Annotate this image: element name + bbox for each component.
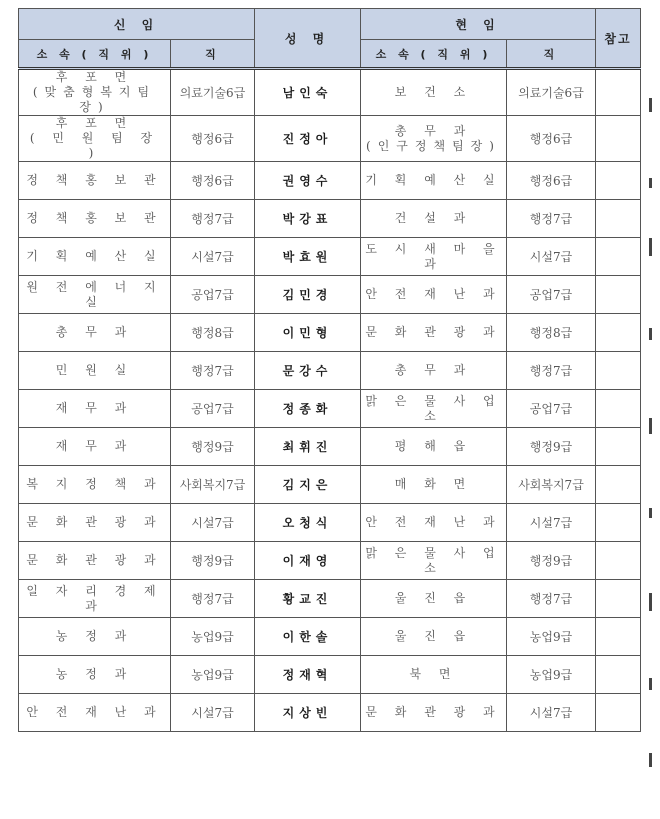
current-dept-cell [361,116,507,162]
new-grade-cell: 사회복지7급 [171,466,255,504]
note-cell [596,542,641,580]
name-cell: 남인숙 [255,69,361,116]
header-current-dept-position: 소 속 ( 직 위 ) [361,40,507,69]
new-grade-cell: 의료기술6급 [171,69,255,116]
table-row [19,69,641,116]
current-grade-cell: 시설7급 [507,504,596,542]
current-dept-cell [361,428,507,466]
current-dept-cell [361,238,507,276]
personnel-table [18,8,641,732]
table-row [19,314,641,352]
table-row [19,618,641,656]
current-dept-cell [361,542,507,580]
note-cell [596,352,641,390]
current-grade-cell: 농업9급 [507,618,596,656]
table-row [19,694,641,732]
new-grade-cell: 시설7급 [171,694,255,732]
current-dept-cell [361,694,507,732]
new-grade-cell: 시설7급 [171,504,255,542]
current-dept-cell-line: 북 면 [409,667,458,681]
current-dept-cell [361,352,507,390]
table-row [19,238,641,276]
current-dept-cell-line: 평 해 읍 [394,439,473,453]
note-cell [596,580,641,618]
name-cell: 정종화 [255,390,361,428]
current-grade-cell: 행정7급 [507,580,596,618]
current-dept-cell-line: 맑 은 물 사 업 소 [365,393,502,423]
current-dept-cell [361,69,507,116]
name-cell: 이민형 [255,314,361,352]
current-dept-cell-line: 문 화 관 광 과 [365,705,502,719]
name-cell: 박효원 [255,238,361,276]
table-row [19,542,641,580]
new-dept-cell-line: 문 화 관 광 과 [26,515,163,529]
new-dept-cell [19,504,171,542]
new-dept-cell-line: 농 정 과 [55,629,134,643]
table-row [19,276,641,314]
name-cell: 김민경 [255,276,361,314]
table-body [19,69,641,732]
table-row [19,466,641,504]
table-row [19,352,641,390]
new-dept-cell [19,694,171,732]
new-grade-cell: 행정8급 [171,314,255,352]
note-cell [596,116,641,162]
new-dept-cell-line: 재 무 과 [55,439,134,453]
current-dept-cell [361,580,507,618]
current-dept-cell [361,390,507,428]
current-grade-cell: 행정6급 [507,162,596,200]
new-dept-cell [19,656,171,694]
header-new-post: 신 임 [19,9,255,40]
table-row [19,580,641,618]
name-cell: 지상빈 [255,694,361,732]
note-cell [596,466,641,504]
header-note: 참고 [596,9,641,69]
current-grade-cell: 의료기술6급 [507,69,596,116]
note-cell [596,162,641,200]
current-dept-cell-line: 건 설 과 [394,211,473,225]
current-dept-cell [361,276,507,314]
new-grade-cell: 행정7급 [171,200,255,238]
new-dept-cell-line: 복 지 정 책 과 [26,477,163,491]
new-dept-cell-line: 민 원 실 [55,363,134,377]
current-dept-cell [361,200,507,238]
current-grade-cell: 행정7급 [507,352,596,390]
current-dept-cell-line: 도 시 새 마 을 과 [365,241,502,271]
new-grade-cell: 행정7급 [171,352,255,390]
current-grade-cell: 공업7급 [507,276,596,314]
note-cell [596,694,641,732]
page-edge-marks [645,8,657,808]
new-dept-cell [19,542,171,580]
current-grade-cell: 행정9급 [507,428,596,466]
new-grade-cell: 행정6급 [171,116,255,162]
new-dept-cell-line: 후 포 면 [55,70,134,84]
personnel-document [18,8,640,732]
table-header [19,9,641,69]
new-dept-cell [19,352,171,390]
new-dept-cell [19,162,171,200]
table-row [19,428,641,466]
new-dept-cell [19,580,171,618]
note-cell [596,69,641,116]
name-cell: 정재혁 [255,656,361,694]
name-cell: 이한솔 [255,618,361,656]
current-dept-cell-line: 총 무 과 [394,123,473,138]
new-dept-cell-line: 일 자 리 경 제 과 [26,583,163,613]
header-current-grade: 직 [507,40,596,69]
note-cell [596,314,641,352]
current-grade-cell: 농업9급 [507,656,596,694]
new-dept-cell-line: 총 무 과 [55,325,134,339]
note-cell [596,618,641,656]
new-grade-cell: 행정7급 [171,580,255,618]
name-cell: 박강표 [255,200,361,238]
new-grade-cell: 행정6급 [171,162,255,200]
new-dept-cell-line: 정 책 홍 보 관 [26,173,163,187]
current-dept-cell-line: 안 전 재 난 과 [365,515,502,529]
new-grade-cell: 행정9급 [171,542,255,580]
current-dept-cell-line: 보 건 소 [394,85,473,99]
table-row [19,162,641,200]
name-cell: 김지은 [255,466,361,504]
new-dept-cell [19,238,171,276]
current-dept-cell-line: 매 화 면 [394,477,473,491]
new-dept-cell [19,428,171,466]
new-dept-cell [19,276,171,314]
name-cell: 황교진 [255,580,361,618]
new-dept-cell [19,116,171,162]
table-row [19,116,641,162]
note-cell [596,656,641,694]
new-dept-cell-line: 농 정 과 [55,667,134,681]
new-dept-cell-line: 기 획 예 산 실 [26,249,163,263]
new-dept-cell [19,618,171,656]
header-new-grade: 직 [171,40,255,69]
name-cell: 이재영 [255,542,361,580]
note-cell [596,390,641,428]
new-grade-cell: 공업7급 [171,390,255,428]
name-cell: 문강수 [255,352,361,390]
new-dept-cell-line: (맞춤형복지팀장) [32,85,157,114]
new-grade-cell: 시설7급 [171,238,255,276]
current-dept-cell [361,504,507,542]
current-dept-cell [361,314,507,352]
new-dept-cell-line: 원 전 에 너 지 실 [26,279,163,309]
current-grade-cell: 시설7급 [507,238,596,276]
note-cell [596,428,641,466]
note-cell [596,238,641,276]
header-new-dept-position: 소 속 ( 직 위 ) [19,40,171,69]
current-dept-cell-line: 총 무 과 [394,363,473,377]
header-name: 성 명 [255,9,361,69]
new-dept-cell [19,69,171,116]
header-current-post: 현 임 [361,9,596,40]
note-cell [596,276,641,314]
new-dept-cell [19,466,171,504]
current-dept-cell-line: 울 진 읍 [394,591,473,605]
current-grade-cell: 행정9급 [507,542,596,580]
current-grade-cell: 공업7급 [507,390,596,428]
new-dept-cell-line: 정 책 홍 보 관 [26,211,163,225]
name-cell: 진정아 [255,116,361,162]
current-dept-cell [361,162,507,200]
table-row [19,504,641,542]
new-dept-cell-line: 안 전 재 난 과 [26,705,163,719]
current-grade-cell: 행정8급 [507,314,596,352]
table-row [19,200,641,238]
current-grade-cell: 사회복지7급 [507,466,596,504]
current-dept-cell-line: (인구정책팀장) [366,138,501,153]
name-cell: 권영수 [255,162,361,200]
current-dept-cell [361,466,507,504]
current-dept-cell-line: 맑 은 물 사 업 소 [365,545,502,575]
new-dept-cell [19,314,171,352]
note-cell [596,200,641,238]
new-grade-cell: 농업9급 [171,656,255,694]
current-grade-cell: 시설7급 [507,694,596,732]
new-grade-cell: 공업7급 [171,276,255,314]
new-dept-cell-line: 문 화 관 광 과 [26,553,163,567]
new-dept-cell [19,390,171,428]
current-dept-cell-line: 기 획 예 산 실 [365,173,502,187]
new-grade-cell: 행정9급 [171,428,255,466]
table-row [19,390,641,428]
new-dept-cell-line: 재 무 과 [55,401,134,415]
new-dept-cell [19,200,171,238]
current-grade-cell: 행정7급 [507,200,596,238]
new-dept-cell-line: ( 민 원 팀 장 ) [29,131,160,160]
current-dept-cell [361,656,507,694]
note-cell [596,504,641,542]
name-cell: 최휘진 [255,428,361,466]
current-dept-cell-line: 문 화 관 광 과 [365,325,502,339]
new-grade-cell: 농업9급 [171,618,255,656]
name-cell: 오청식 [255,504,361,542]
current-dept-cell-line: 안 전 재 난 과 [365,287,502,301]
table-row [19,656,641,694]
current-dept-cell [361,618,507,656]
current-grade-cell: 행정6급 [507,116,596,162]
new-dept-cell-line: 후 포 면 [55,116,134,130]
current-dept-cell-line: 울 진 읍 [394,629,473,643]
